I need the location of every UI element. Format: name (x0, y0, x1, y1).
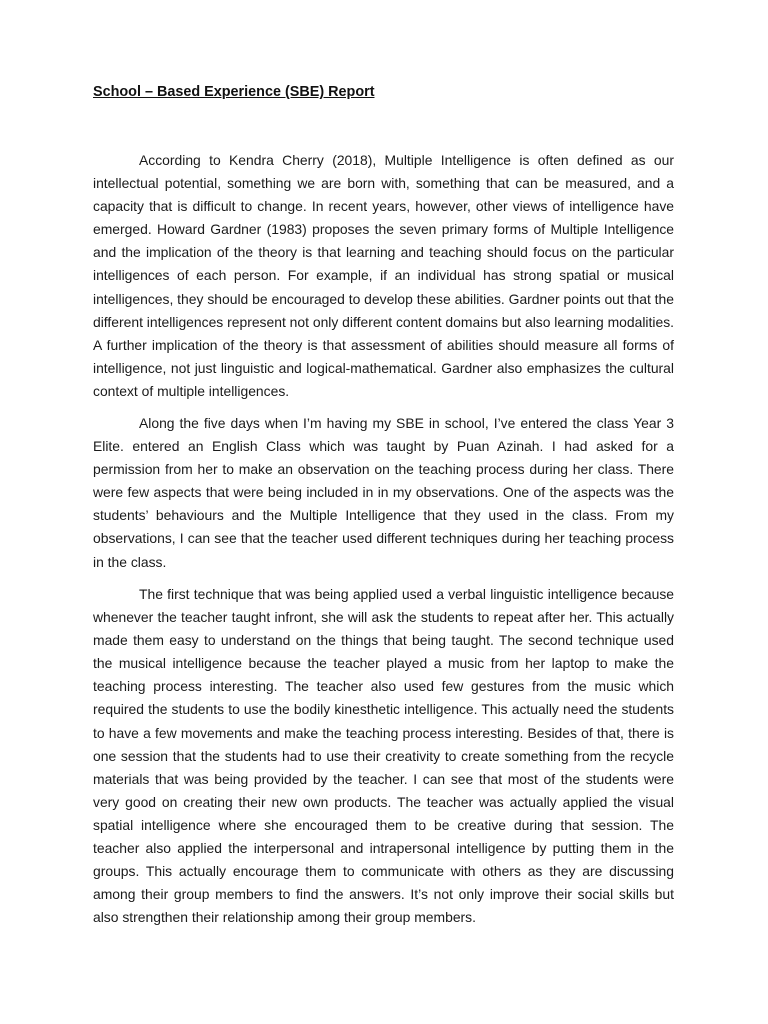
report-title: School – Based Experience (SBE) Report (93, 84, 375, 100)
paragraph-multiple-intelligence: According to Kendra Cherry (2018), Multiple Intelligence is often defined as our intellectual potential, something we are born with, something that can be measured, and a capacity that is difficult to change. In recent years, however, other views of intelligence have emerged. Howard Gardner (1983) proposes the seven primary forms of Multiple Intelligence and the implication of the theory is that learning and teaching should focus on the particular intelligences of each person. For example, if an individual has strong spatial or musical intelligences, they should be encouraged to develop these abilities. Gardner points out that the different intelligences represent not only different content domains but also learning modalities. A further implication of the theory is that assessment of abilities should measure all forms of intelligence, not just linguistic and logical-mathematical. Gardner also emphasizes the cultural context of multiple intelligences. (93, 152, 674, 399)
paragraph-sbe-observation: Along the five days when I’m having my SBE in school, I’ve entered the class Year 3 Elite. entered an English Class which was taught by Puan Azinah. I had asked for a permission from her to make an observation on the teaching process during her class. There were few aspects that were being included in in my observations. One of the aspects was the students’ behaviours and the Multiple Intelligence that they used in the class. From my observations, I can see that the teacher used different techniques during her teaching process in the class. (93, 415, 674, 570)
paragraph-teaching-techniques: The first technique that was being applied used a verbal linguistic intelligence because whenever the teacher taught infront, she will ask the students to repeat after her. This actually made them easy to understand on the things that being taught. The second technique used the musical intelligence because the teacher played a music from her laptop to make the teaching process interesting. The teacher also used few gestures from the music which required the students to use the bodily kinesthetic intelligence. This actually need the students to have a few movements and make the teaching process interesting. Besides of that, there is one session that the students had to use their creativity to create something from the recycle materials that was being provided by the teacher. I can see that most of the students were very good on creating their new own products. The teacher was actually applied the visual spatial intelligence where she encouraged them to be creative during that session. The teacher also applied the interpersonal and intrapersonal intelligence by putting them in the groups. This actually encourage them to communicate with others as they are discussing among their group members to find the answers. It’s not only improve their social skills but also strengthen their relationship among their group members. (93, 586, 674, 926)
